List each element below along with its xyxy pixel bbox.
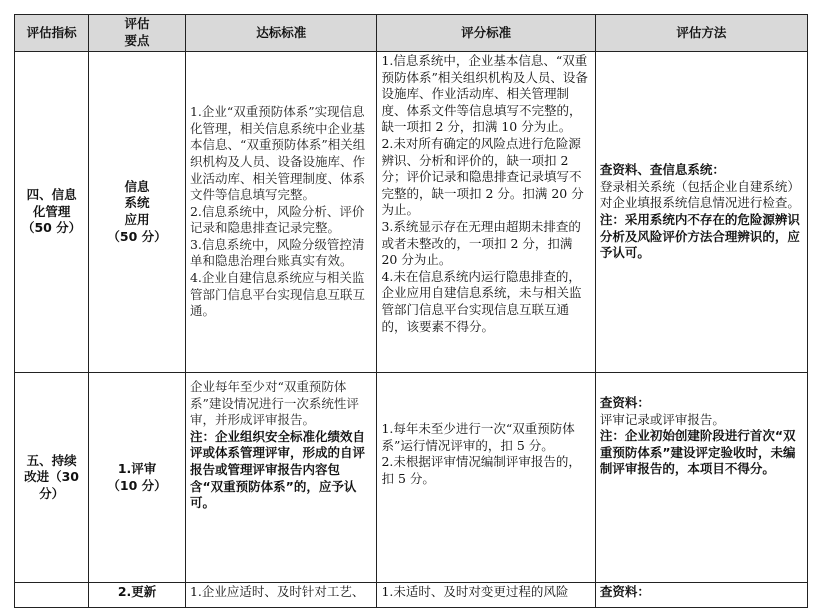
point-line: 1.评审 xyxy=(117,460,157,476)
header-point xyxy=(89,15,186,52)
indicator-line: 改进（30 xyxy=(24,469,80,485)
indicator-cell xyxy=(15,373,89,583)
standard-item: 3.信息系统中，风险分级管控清单和隐患治理台账真实有效。 xyxy=(189,236,365,269)
header-row xyxy=(15,15,808,52)
header-point-line2: 要点 xyxy=(124,33,150,48)
indicator-cell-continued xyxy=(15,583,89,608)
standard-note: 注：企业组织安全标准化绩效自评或体系管理评审，形成的自评报告或管理评审报告内容包含“双重预防体系”的，应予认可。 xyxy=(189,428,365,511)
scoring-item: 1.信息系统中，企业基本信息、“双重预防体系”相关组织机构及人员、设备设施库、作业活动库、相关管理制度、体系文件等信息填写不完整的，缺一项扣 2 分，扣满 10 分为止。 xyxy=(381,53,588,135)
table-row-update xyxy=(15,583,808,608)
indicator-line: 化管理 xyxy=(32,203,71,219)
scoring-item: 2.未根据评审情况编制评审报告的，扣 5 分。 xyxy=(381,454,581,486)
method-note: 注：采用系统内不存在的危险源辨识分析及风险评价方法合理辨识的，应予认可。 xyxy=(599,212,800,261)
scoring-item: 2.未对所有确定的风险点进行危险源辨识、分析和评价的，缺一项扣 2 分；评价记录和隐患排查记录填写不完整的，缺一项扣 2 分。扣满 20 分为止。 xyxy=(381,135,584,218)
scoring-cell: 1.未适时、及时对变更过程的风险 xyxy=(377,583,595,608)
header-scoring: 评分标准 xyxy=(377,15,595,52)
indicator-line: 四、信息 xyxy=(26,187,77,203)
point-cell xyxy=(89,373,186,583)
standard-cell xyxy=(185,373,377,583)
indicator-line: 五、持续 xyxy=(26,452,77,468)
scoring-item: 1.每年未至少进行一次“双重预防体系”运行情况评审的，扣 5 分。 xyxy=(381,421,575,453)
standard-cell: 1.企业应适时、及时针对工艺、 xyxy=(185,583,377,608)
method-title: 查资料： xyxy=(599,395,650,410)
point-line: （50 分） xyxy=(107,228,167,244)
header-indicator: 评估指标 xyxy=(15,15,89,52)
indicator-line: （50 分） xyxy=(21,220,82,236)
point-line: 应用 xyxy=(124,212,150,227)
point-line: （10 分） xyxy=(107,477,167,493)
header-standard: 达标标准 xyxy=(185,15,377,52)
header-method: 评估方法 xyxy=(595,15,807,52)
point-line: 信息 xyxy=(124,178,150,194)
method-title: 查资料、查信息系统： xyxy=(599,162,725,178)
scoring-item: 4.未在信息系统内运行隐患排查的，企业应用自建信息系统，未与相关监管部门信息平台实现信息互联互通的，该要素不得分。 xyxy=(381,268,582,334)
indicator-cell xyxy=(15,52,89,373)
standard-item: 2.信息系统中，风险分析、评价记录和隐患排查记录完整。 xyxy=(189,203,365,236)
method-body: 登录相关系统（包括企业自建系统）对企业填报系统信息情况进行检查。 xyxy=(599,178,800,211)
indicator-line: 分） xyxy=(39,485,65,501)
assessment-table xyxy=(14,14,808,608)
method-cell xyxy=(595,52,807,373)
scoring-cell xyxy=(377,373,595,583)
standard-body: 企业每年至少对“双重预防体系”建设情况进行一次系统性评审，并形成评审报告。 xyxy=(189,379,359,428)
scoring-cell xyxy=(377,52,595,373)
method-note: 注：企业初始创建阶段进行首次“双重预防体系”建设评定验收时，未编制评审报告的，本项目不得分。 xyxy=(599,428,796,477)
scoring-item: 3.系统显示存在无理由超期未排查的或者未整改的，一项扣 2 分，扣满 20 分为止。 xyxy=(381,218,581,268)
point-cell xyxy=(89,52,186,373)
method-cell xyxy=(595,373,807,583)
standard-item: 4.企业自建信息系统应与相关监管部门信息平台实现信息互联互通。 xyxy=(189,270,365,319)
method-body: 评审记录或评审报告。 xyxy=(599,411,725,427)
point-cell: 2.更新 xyxy=(89,583,186,608)
standard-cell xyxy=(185,52,377,373)
standard-item: 1.企业“双重预防体系”实现信息化管理，相关信息系统中企业基本信息、“双重预防体系”相关组织机构及人员、设备设施库、作业活动库、相关管理制度、体系文件等信息填写完整。 xyxy=(189,104,366,203)
table-row-info-management xyxy=(15,52,808,373)
header-point-line1: 评估 xyxy=(124,16,150,32)
method-title: 查资料： xyxy=(595,583,807,608)
table-row-continuous-improvement xyxy=(15,373,808,583)
point-line: 系统 xyxy=(124,195,150,211)
